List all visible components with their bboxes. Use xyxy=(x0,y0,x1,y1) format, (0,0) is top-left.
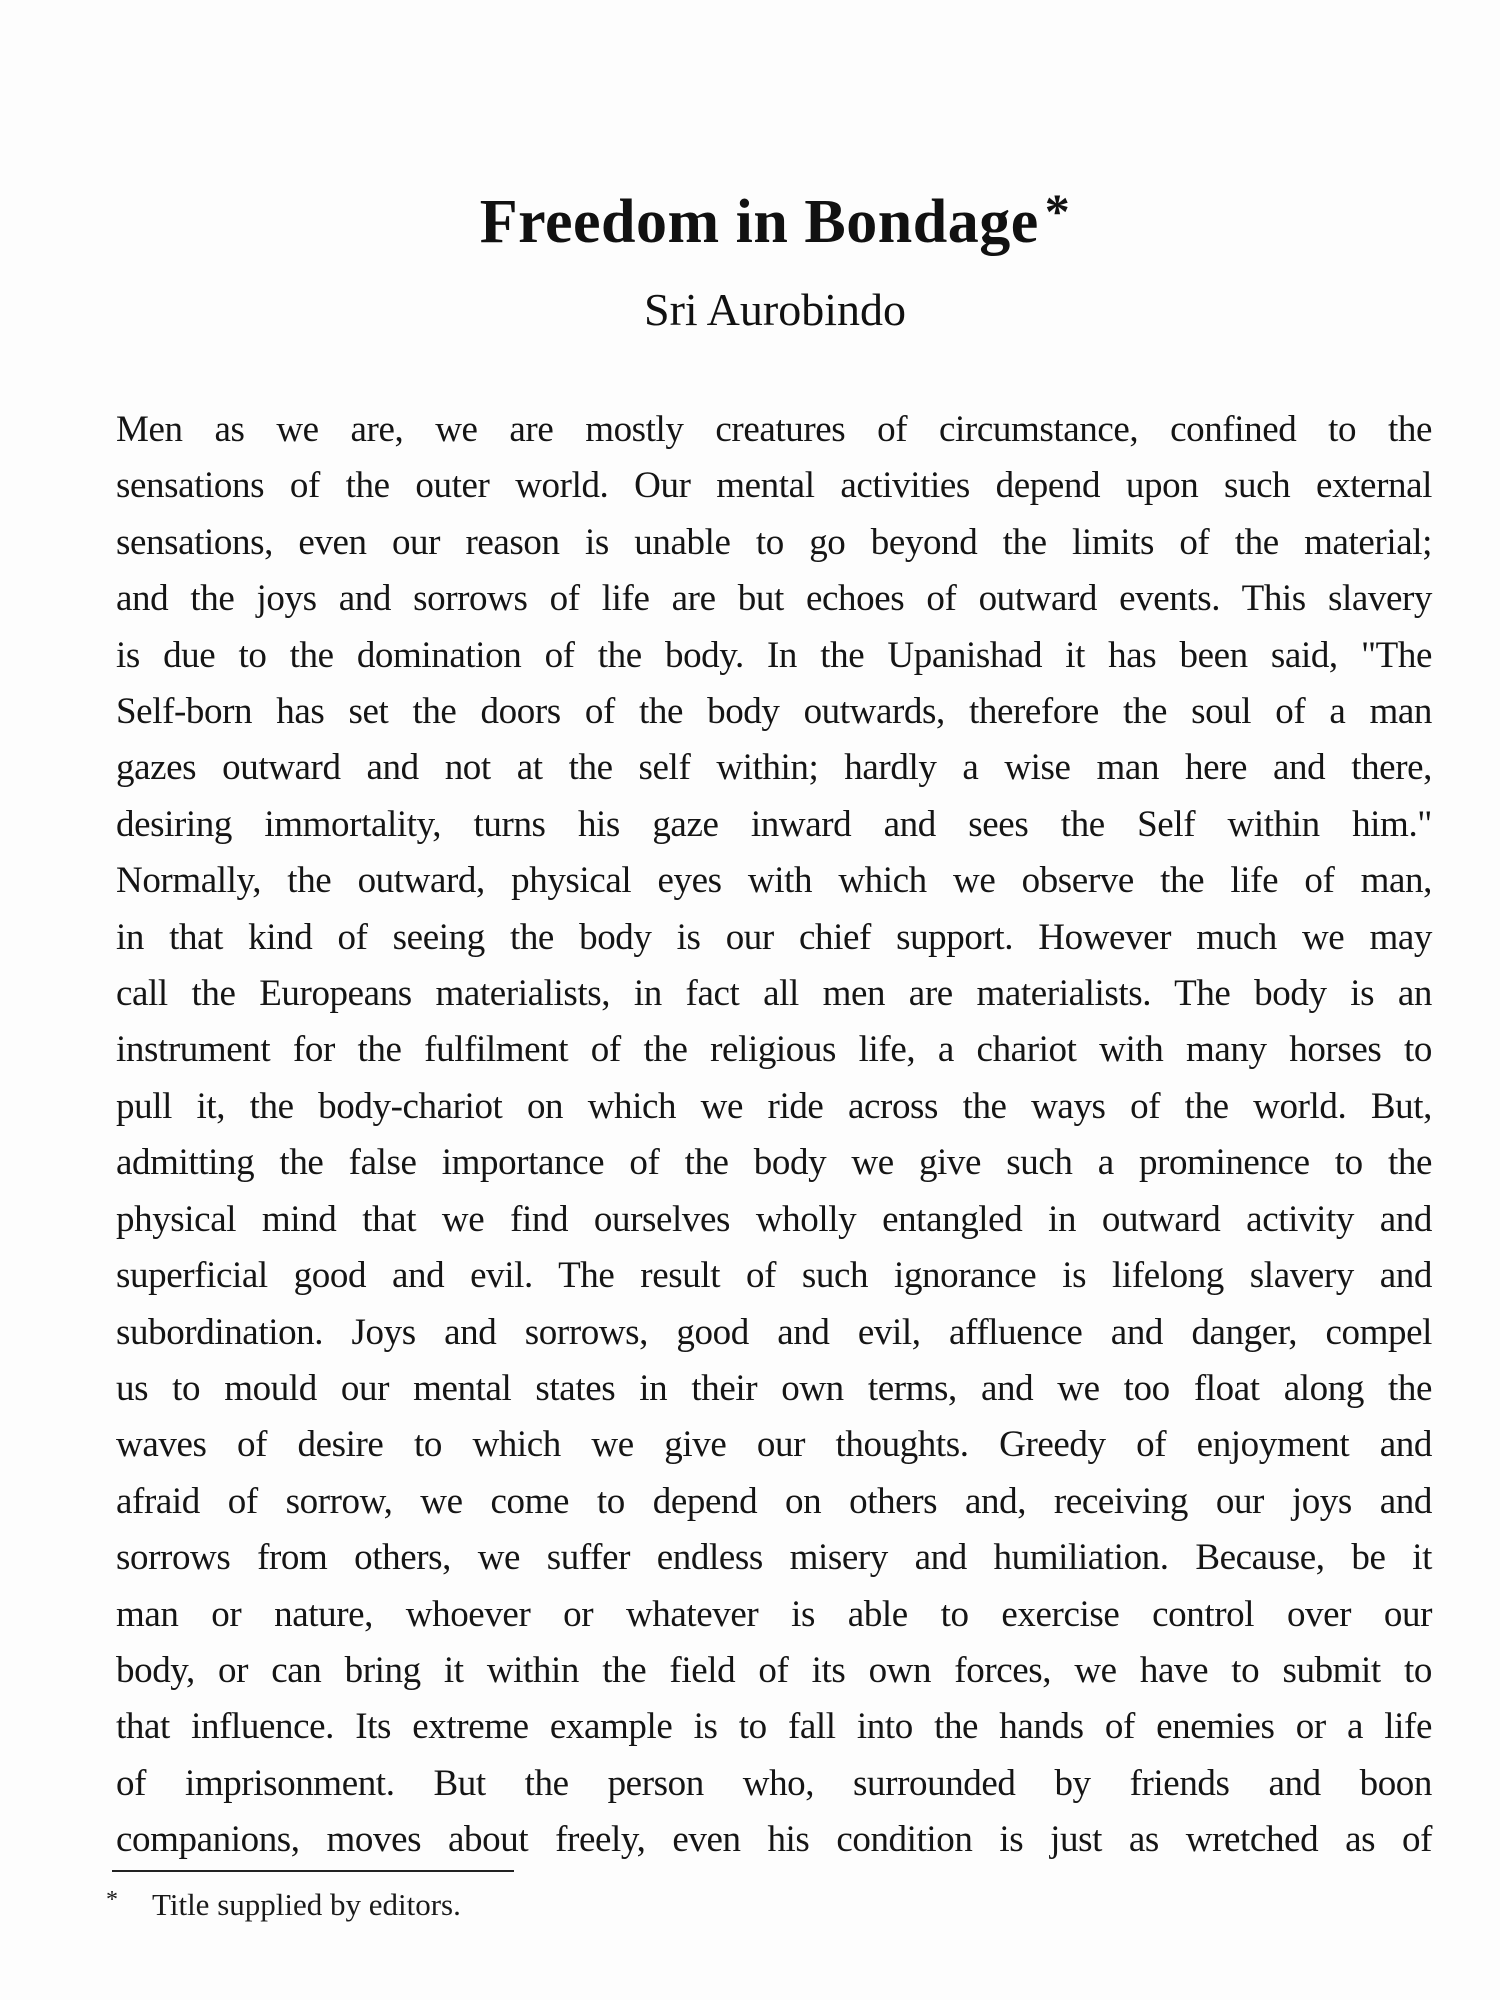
body-line: Normally, the outward, physical eyes with which we observe the life of man, xyxy=(116,860,1432,902)
author-name: Sri Aurobindo xyxy=(644,284,906,335)
body-line: pull it, the body-chariot on which we ride across the ways of the world. But, xyxy=(116,1085,1432,1127)
body-line: superficial good and evil. The result of such ignorance is lifelong slavery and xyxy=(116,1255,1432,1297)
body-line: Men as we are, we are mostly creatures of circumstance, confined to the xyxy=(116,409,1432,450)
body-line: of imprisonment. But the person who, surrounded by friends and boon xyxy=(116,1762,1432,1804)
body-line: instrument for the fulfilment of the religious life, a chariot with many horses to xyxy=(116,1029,1432,1071)
body-line: subordination. Joys and sorrows, good and evil, affluence and danger, compel xyxy=(116,1311,1432,1353)
body-line: desiring immortality, turns his gaze inward and sees the Self within him." xyxy=(116,803,1432,845)
body-line: in that kind of seeing the body is our chief support. However much we may xyxy=(116,916,1432,958)
body-line: admitting the false importance of the body we give such a prominence to the xyxy=(116,1142,1432,1184)
body-line: Self-born has set the doors of the body outwards, therefore the soul of a man xyxy=(116,691,1432,733)
body-line: gazes outward and not at the self within; hardly a wise man here and there, xyxy=(116,747,1432,789)
body-line: us to mould our mental states in their own terms, and we too float along the xyxy=(116,1367,1432,1409)
body-line: sorrows from others, we suffer endless misery and humiliation. Because, be it xyxy=(116,1537,1432,1579)
title-footnote-mark: * xyxy=(1044,182,1071,239)
body-line: call the Europeans materialists, in fact all men are materialists. The body is an xyxy=(116,973,1432,1015)
body-line: sensations of the outer world. Our mental activities depend upon such external xyxy=(116,465,1432,507)
body-line: and the joys and sorrows of life are but echoes of outward events. This slavery xyxy=(116,578,1432,620)
body-line: companions, moves about freely, even his condition is just as wretched as of xyxy=(116,1819,1432,1861)
body-line: body, or can bring it within the field of its own forces, we have to submit to xyxy=(116,1649,1432,1691)
footnote-text: Title supplied by editors. xyxy=(152,1887,461,1922)
title-text: Freedom in Bondage xyxy=(479,187,1039,256)
body-paragraph xyxy=(116,402,1432,1869)
body-line: sensations, even our reason is unable to go beyond the limits of the material; xyxy=(116,521,1432,563)
body-line: physical mind that we find ourselves wholly entangled in outward activity and xyxy=(116,1198,1432,1240)
body-line: that influence. Its extreme example is to fall into the hands of enemies or a life xyxy=(116,1706,1432,1748)
footnote xyxy=(106,1887,461,1923)
page-title xyxy=(0,182,1500,258)
body-line: afraid of sorrow, we come to depend on others and, receiving our joys and xyxy=(116,1480,1432,1522)
footnote-divider xyxy=(112,1870,514,1872)
body-line: waves of desire to which we give our thoughts. Greedy of enjoyment and xyxy=(116,1424,1432,1466)
body-line: man or nature, whoever or whatever is able to exercise control over our xyxy=(116,1593,1432,1635)
footnote-mark: * xyxy=(106,1887,118,1913)
body-line: is due to the domination of the body. In the Upanishad it has been said, "The xyxy=(116,634,1432,676)
